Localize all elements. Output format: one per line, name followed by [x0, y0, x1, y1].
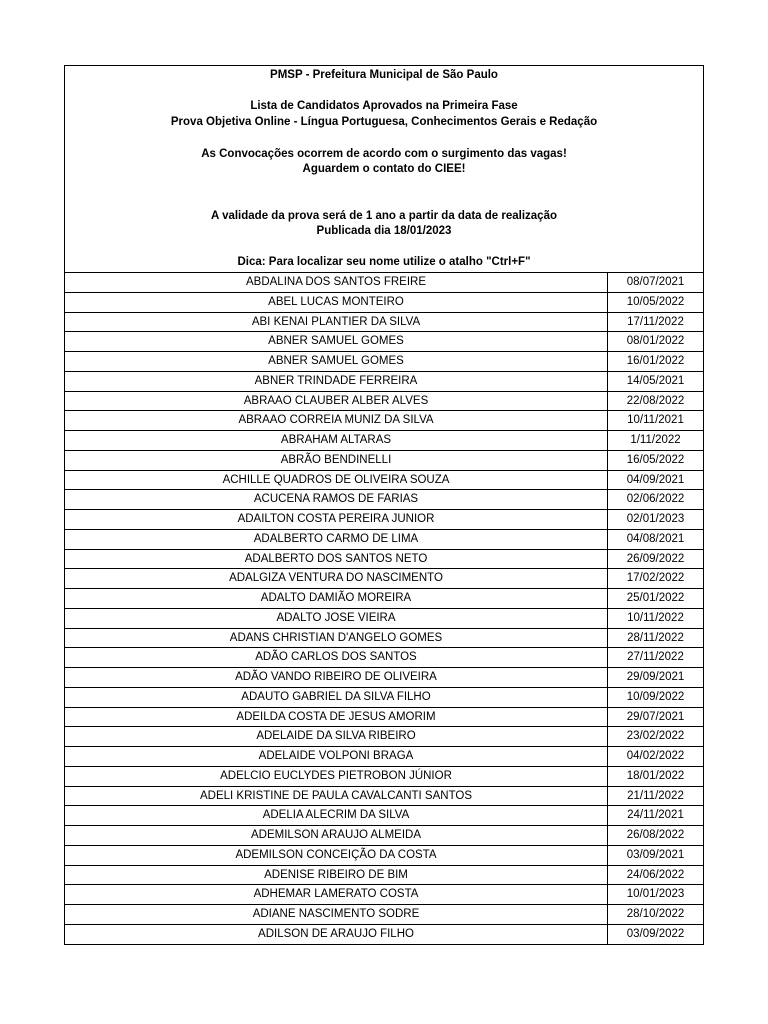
candidate-name: ADELAIDE DA SILVA RIBEIRO — [65, 727, 608, 746]
candidate-date: 08/07/2021 — [626, 276, 685, 288]
header-municipality: PMSP - Prefeitura Municipal de São Paulo — [270, 69, 498, 81]
table-row — [65, 747, 703, 767]
candidate-date: 24/11/2021 — [627, 809, 684, 822]
candidate-date: 29/07/2021 — [626, 710, 685, 723]
candidate-list-sheet — [64, 65, 704, 945]
candidate-date: 1/11/2022 — [630, 434, 681, 446]
candidate-name: ADHEMAR LAMERATO COSTA — [65, 885, 608, 904]
candidate-date: 16/01/2022 — [626, 355, 685, 367]
candidate-name: ADEILDA COSTA DE JESUS AMORIM — [65, 708, 608, 727]
table-row — [65, 708, 703, 728]
candidate-name: ABNER SAMUEL GOMES — [65, 332, 608, 351]
candidate-name: ADENISE RIBEIRO DE BIM — [65, 866, 608, 885]
table-row — [65, 273, 703, 293]
header-search-tip: Dica: Para localizar seu nome utilize o atalho "Ctrl+F" — [237, 256, 531, 268]
table-row — [65, 451, 703, 471]
candidate-date: 28/11/2022 — [627, 631, 684, 644]
candidate-date: 02/01/2023 — [626, 513, 685, 525]
candidate-date: 10/11/2022 — [627, 611, 684, 624]
candidate-date: 22/08/2022 — [626, 394, 685, 407]
table-row — [65, 668, 703, 688]
candidate-name: ADALBERTO CARMO DE LIMA — [65, 530, 608, 549]
table-row — [65, 530, 703, 550]
table-row — [65, 589, 703, 609]
table-row — [65, 411, 703, 431]
header-validity-note: A validade da prova será de 1 ano a partir da data de realização — [211, 210, 557, 222]
candidate-date: 28/10/2022 — [626, 908, 685, 920]
candidate-name: ABRAAO CLAUBER ALBER ALVES — [65, 392, 608, 411]
candidate-date: 24/06/2022 — [626, 868, 685, 881]
candidate-name: ADEMILSON CONCEIÇÃO DA COSTA — [65, 846, 608, 865]
table-row — [65, 787, 703, 807]
candidate-date: 14/05/2021 — [626, 374, 685, 387]
table-row — [65, 688, 703, 708]
candidate-name: ABDALINA DOS SANTOS FREIRE — [65, 273, 608, 292]
table-row — [65, 629, 703, 649]
candidate-name: ADELCIO EUCLYDES PIETROBON JÚNIOR — [65, 767, 608, 786]
table-row — [65, 885, 703, 905]
table-row — [65, 569, 703, 589]
table-row — [65, 767, 703, 787]
candidate-date: 27/11/2022 — [627, 651, 684, 664]
candidate-name: ADAILTON COSTA PEREIRA JUNIOR — [65, 510, 608, 529]
candidate-date: 17/02/2022 — [626, 572, 685, 585]
candidate-date: 26/09/2022 — [626, 552, 685, 565]
candidate-date: 10/09/2022 — [626, 690, 685, 703]
candidate-date: 10/05/2022 — [626, 295, 685, 308]
candidate-date: 03/09/2021 — [626, 848, 685, 861]
table-row — [65, 332, 703, 352]
candidate-name: ADALGIZA VENTURA DO NASCIMENTO — [65, 569, 608, 588]
table-row — [65, 471, 703, 491]
candidate-name: ADAUTO GABRIEL DA SILVA FILHO — [65, 688, 608, 707]
table-row — [65, 490, 703, 510]
candidate-name: ABEL LUCAS MONTEIRO — [65, 293, 608, 312]
table-row — [65, 293, 703, 313]
candidate-date: 18/01/2022 — [626, 769, 685, 782]
header-publication-date: Publicada dia 18/01/2023 — [316, 225, 452, 237]
candidate-date: 29/09/2021 — [626, 671, 685, 683]
candidate-name: ADEMILSON ARAUJO ALMEIDA — [65, 826, 608, 845]
candidate-name: ADALTO JOSE VIEIRA — [65, 609, 608, 628]
candidate-date: 16/05/2022 — [626, 453, 685, 466]
candidate-name: ADELIA ALECRIM DA SILVA — [65, 806, 608, 825]
candidate-date: 10/11/2021 — [627, 414, 684, 427]
candidate-name: ABRÃO BENDINELLI — [65, 451, 608, 470]
list-header — [65, 66, 703, 273]
table-row — [65, 510, 703, 530]
candidate-date: 23/02/2022 — [626, 730, 685, 743]
table-row — [65, 925, 703, 945]
table-row — [65, 313, 703, 333]
candidate-name: ABRAAO CORREIA MUNIZ DA SILVA — [65, 411, 608, 430]
table-row — [65, 550, 703, 570]
candidate-date: 10/01/2023 — [626, 888, 685, 901]
candidate-date: 25/01/2022 — [626, 592, 685, 604]
candidate-date: 26/08/2022 — [626, 829, 685, 841]
table-row — [65, 727, 703, 747]
table-row — [65, 609, 703, 629]
table-row — [65, 392, 703, 412]
table-row — [65, 846, 703, 866]
table-row — [65, 826, 703, 846]
header-contact-note: Aguardem o contato do CIEE! — [302, 163, 466, 175]
candidate-name: ADELAIDE VOLPONI BRAGA — [65, 747, 608, 766]
candidate-name: ABI KENAI PLANTIER DA SILVA — [65, 313, 608, 332]
candidate-date: 03/09/2022 — [626, 927, 685, 940]
candidate-name: ADALTO DAMIÃO MOREIRA — [65, 589, 608, 608]
table-row — [65, 905, 703, 925]
candidate-table — [65, 273, 703, 945]
header-exam-description: Prova Objetiva Online - Língua Portuguesa, Conhecimentos Gerais e Redação — [170, 116, 598, 128]
candidate-name: ADILSON DE ARAUJO FILHO — [65, 925, 608, 945]
candidate-name: ADÃO CARLOS DOS SANTOS — [65, 648, 608, 667]
table-row — [65, 806, 703, 826]
table-row — [65, 866, 703, 886]
candidate-date: 04/09/2021 — [626, 473, 685, 486]
candidate-name: ADANS CHRISTIAN D'ANGELO GOMES — [65, 629, 608, 648]
header-list-title: Lista de Candidatos Aprovados na Primeira Fase — [250, 100, 518, 112]
header-convocation-note: As Convocações ocorrem de acordo com o surgimento das vagas! — [201, 148, 567, 160]
candidate-name: ACUCENA RAMOS DE FARIAS — [65, 490, 608, 509]
candidate-name: ADIANE NASCIMENTO SODRE — [65, 905, 608, 924]
table-row — [65, 372, 703, 392]
candidate-date: 04/02/2022 — [626, 750, 685, 762]
candidate-name: ABRAHAM ALTARAS — [65, 431, 608, 450]
candidate-name: ADÃO VANDO RIBEIRO DE OLIVEIRA — [65, 668, 608, 687]
candidate-date: 04/08/2021 — [626, 532, 685, 545]
table-row — [65, 352, 703, 372]
candidate-date: 02/06/2022 — [626, 493, 685, 506]
candidate-name: ABNER TRINDADE FERREIRA — [65, 372, 608, 391]
table-row — [65, 431, 703, 451]
candidate-date: 17/11/2022 — [627, 315, 684, 328]
candidate-name: ADALBERTO DOS SANTOS NETO — [65, 550, 608, 569]
candidate-date: 08/01/2022 — [626, 335, 685, 348]
table-row — [65, 648, 703, 668]
candidate-date: 21/11/2022 — [627, 789, 684, 802]
candidate-name: ABNER SAMUEL GOMES — [65, 352, 608, 371]
candidate-name: ADELI KRISTINE DE PAULA CAVALCANTI SANTOS — [65, 787, 608, 806]
candidate-name: ACHILLE QUADROS DE OLIVEIRA SOUZA — [65, 471, 608, 490]
